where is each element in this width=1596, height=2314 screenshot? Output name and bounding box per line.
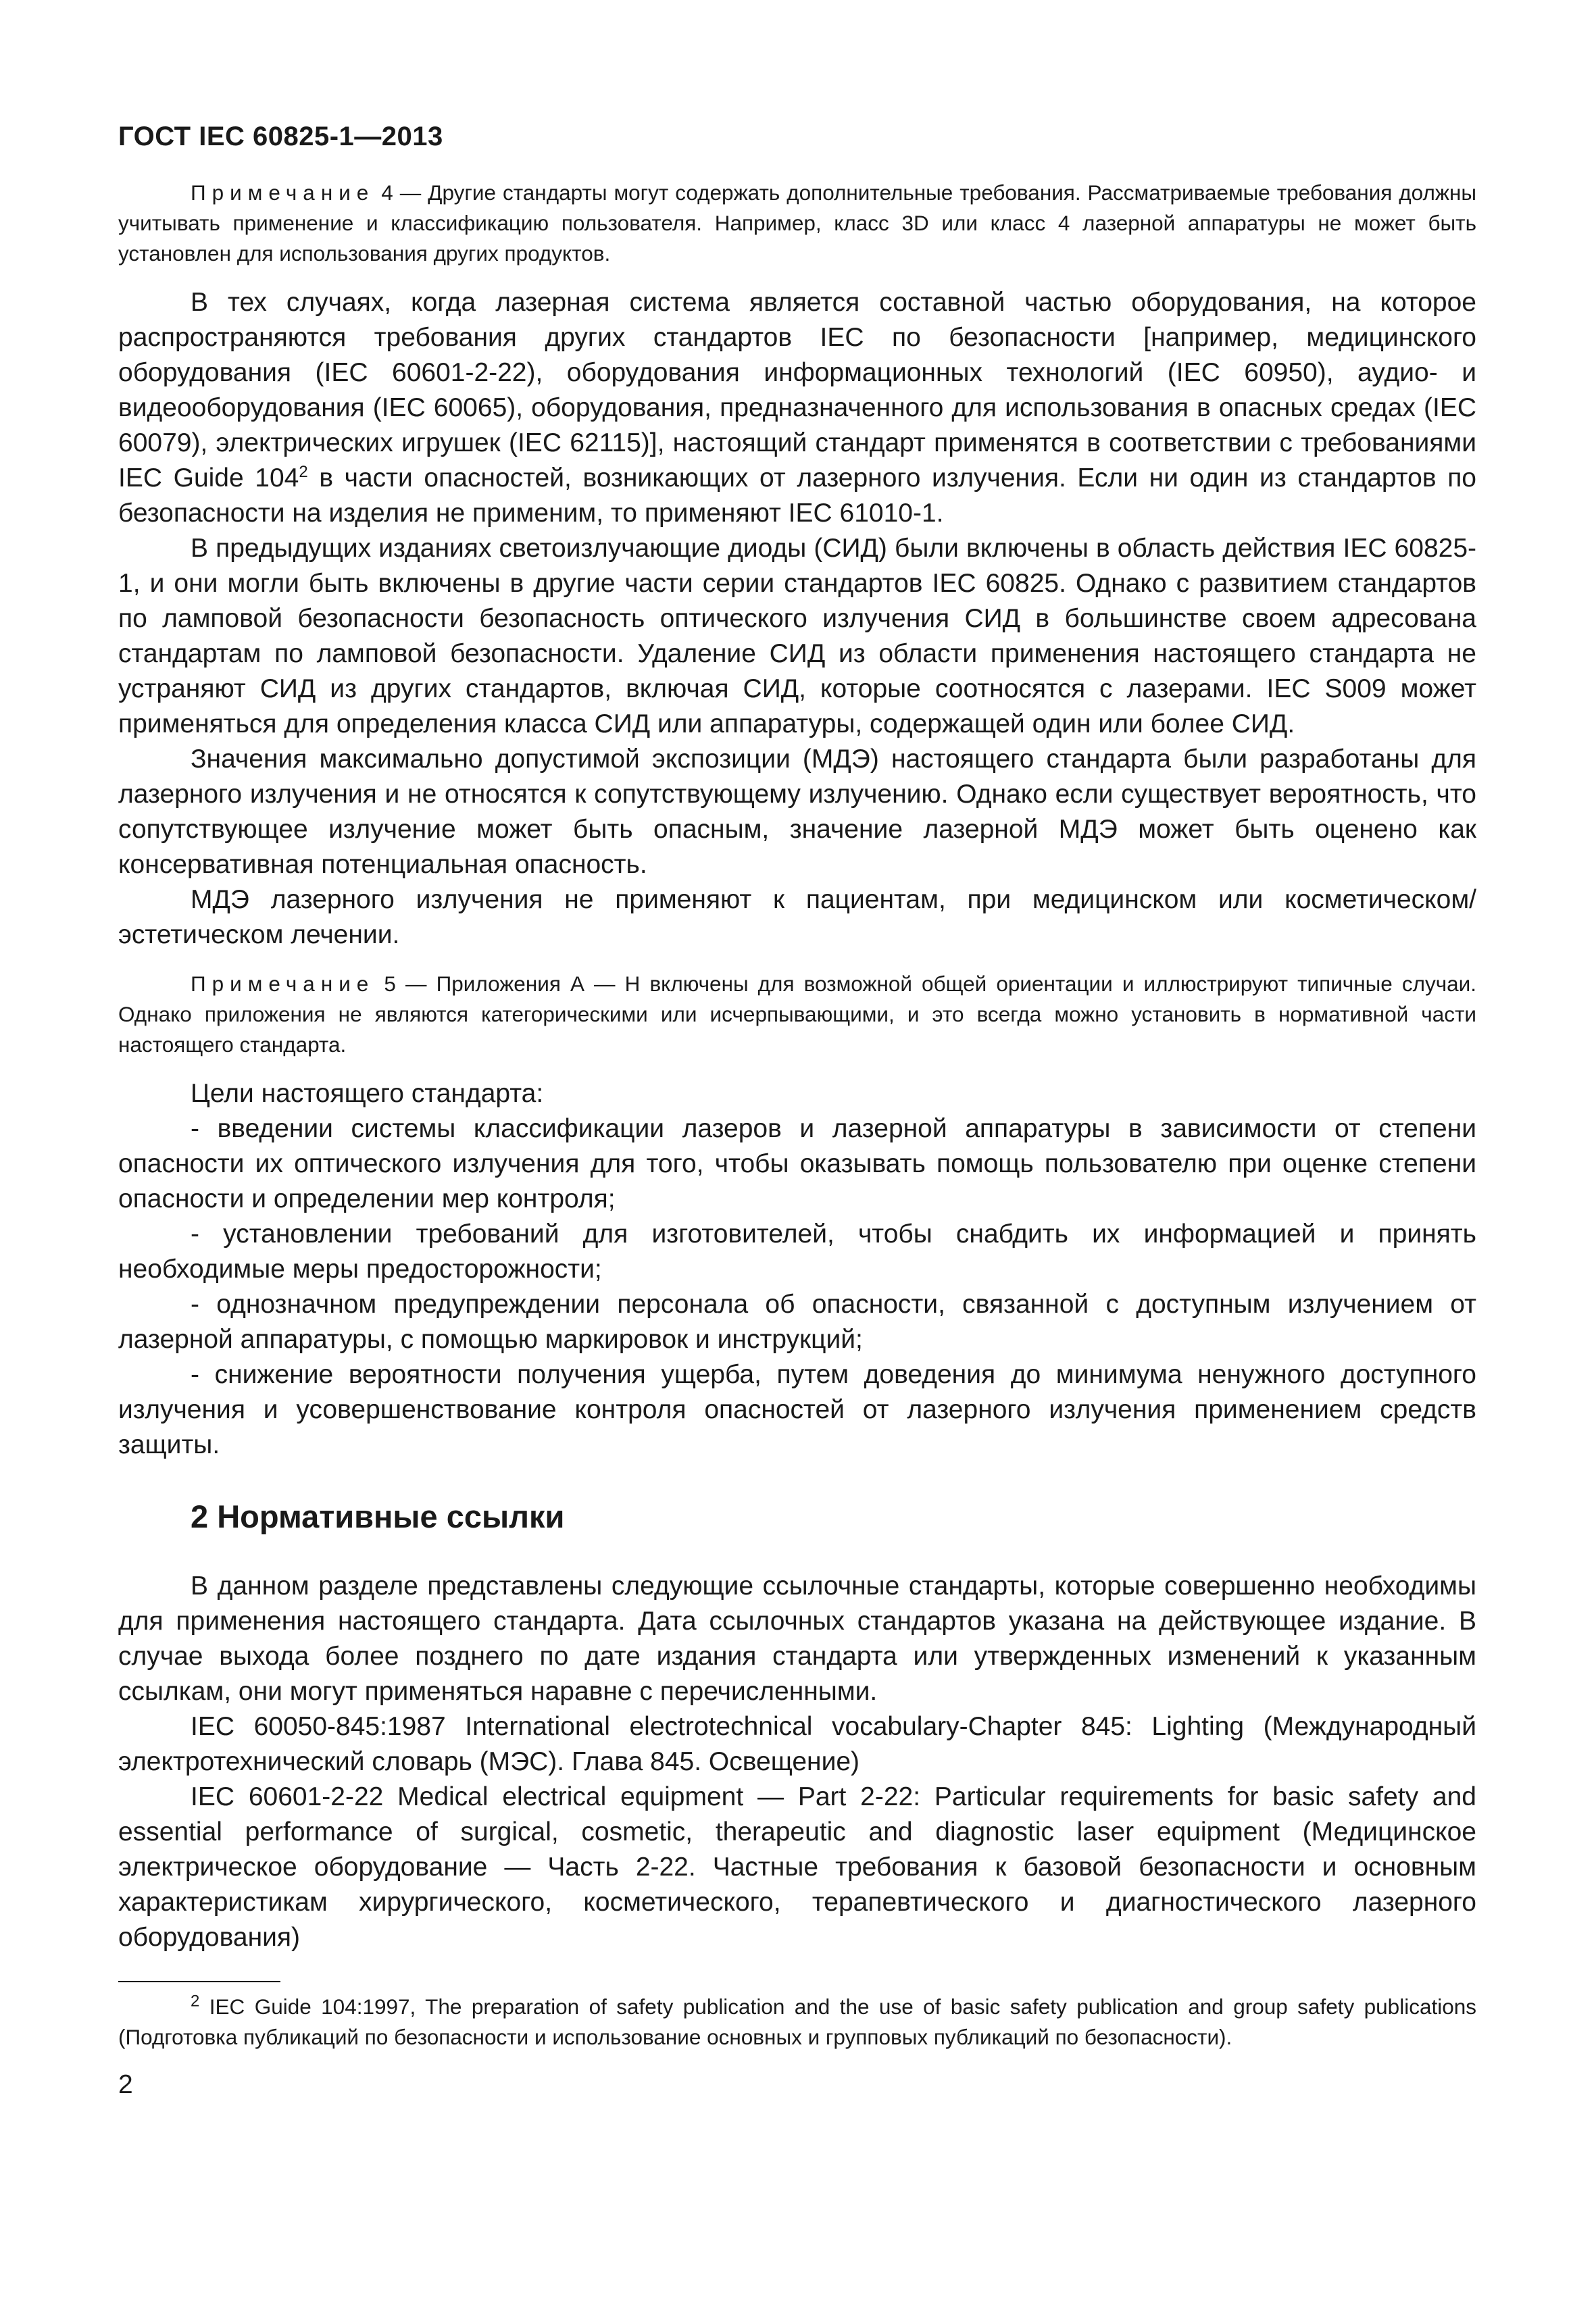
footnote-mark: 2 [191,1992,200,2011]
paragraph-1-after: в части опасностей, возникающих от лазерного излучения. Если ни один из стандартов по безопасности на изделия не применим, то применяют IEC 61010-1. [118,463,1476,528]
note-5-label: Примечание [191,972,375,996]
document-header: ГОСТ IEC 60825-1—2013 [118,122,443,151]
document-page [118,122,1476,2100]
note-4-text: 4 — Другие стандарты могут содержать дополнительные требования. Рассматриваемые требования должны учитывать применение и классификацию пользователя. Например, класс 3D или класс 4 лазерной аппаратуры не может быть установлен для использования других продуктов. [118,180,1476,266]
goal-item-1: - введении системы классификации лазеров и лазерной аппаратуры в зависимости от степени опасности их оптического излучения для того, чтобы оказывать помощь пользователю при оценке степени опасности и определении мер контроля; [118,1114,1476,1213]
goal-item-2: - установлении требований для изготовителей, чтобы снабдить их информацией и принять необходимые меры предосторожности; [118,1219,1476,1284]
footnote-divider [118,1981,280,1982]
note-5-text: 5 — Приложения А — Н включены для возможной общей ориентации и иллюстрируют типичные случаи. Однако приложения не являются категорическими или исчерпывающими, и это всегда можно установить в нормативной части настоящего стандарта. [118,972,1476,1057]
goal-item-4: - снижение вероятности получения ущерба, путем доведения до минимума ненужного доступного излучения и усовершенствование контроля опасностей от лазерного излучения применением средств защиты. [118,1360,1476,1459]
paragraph-1 [118,285,1476,531]
paragraph-2: В предыдущих изданиях светоизлучающие диоды (СИД) были включены в область действия IEC 60825-1, и они могли быть включены в другие части серии стандартов IEC 60825. Однако с развитием стандартов по ламповой безопасности безопасность оптического излучения СИД в большинстве своем адресована стандартам по ламповой безопасности. Удаление СИД из области применения настоящего стандарта не устраняют СИД из других стандартов, включая СИД, которые соотносятся с лазерами. IEC S009 может применяться для определения класса СИД или аппаратуры, содержащей один или более СИД. [118,534,1476,738]
note-5 [118,969,1476,1060]
footnote-2 [118,1992,1476,2053]
footnote-text: IEC Guide 104:1997, The preparation of safety publication and the use of basic safety publication and group safety publications (Подготовка публикаций по безопасности и использование основных и групповых публикаций по безопасности). [118,1994,1476,2049]
paragraph-4: МДЭ лазерного излучения не применяют к пациентам, при медицинском или косметическом/эстетическом лечении. [118,885,1476,949]
paragraph-1-before: В тех случаях, когда лазерная система является составной частью оборудования, на которое распространяются требования других стандартов IEC по безопасности [например, медицинского оборудования (IEC 60601-2-22), оборудования информационных технологий (IEC 60950), аудио- и видеооборудования (IEC 60065), оборудования, предназначенного для использования в опасных средах (IEC 60079), электрических игрушек (IEC 62115)], настоящий стандарт применятся в соответствии с требованиями IEC Guide 104 [118,288,1476,493]
note-4-label: Примечание [191,180,375,205]
goal-item-3: - однозначном предупреждении персонала об опасности, связанной с доступным излучением от лазерной аппаратуры, с помощью маркировок и инструкций; [118,1290,1476,1354]
page-number: 2 [118,2070,133,2099]
section-2-title: 2 Нормативные ссылки [191,1499,565,1534]
note-4 [118,178,1476,269]
goals-intro: Цели настоящего стандарта: [191,1079,544,1108]
section-2-intro: В данном разделе представлены следующие ссылочные стандарты, которые совершенно необходимы для применения настоящего стандарта. Дата ссылочных стандартов указана на действующее издание. В случае выхода более позднего по дате издания стандарта или утвержденных изменений к указанным ссылкам, они могут применяться наравне с перечисленными. [118,1571,1476,1706]
paragraph-3: Значения максимально допустимой экспозиции (МДЭ) настоящего стандарта были разработаны для лазерного излучения и не относятся к сопутствующему излучению. Однако если существует вероятность, что сопутствующее излучение может быть опасным, значение лазерной МДЭ может быть оценено как консервативная потенциальная опасность. [118,745,1476,879]
footnote-ref-2: 2 [299,463,308,481]
reference-2: IEC 60601-2-22 Medical electrical equipment — Part 2-22: Particular requirements for basic safety and essential performance of surgical, cosmetic, therapeutic and diagnostic laser equipment (Медицинское электрическое оборудование — Часть 2-22. Частные требования к базовой безопасности и основным характеристикам хирургического, косметического, терапевтического и диагностического лазерного оборудования) [118,1782,1476,1952]
reference-1: IEC 60050-845:1987 International electrotechnical vocabulary-Chapter 845: Lighting (Международный электротехнический словарь (МЭС). Глава 845. Освещение) [118,1712,1476,1776]
